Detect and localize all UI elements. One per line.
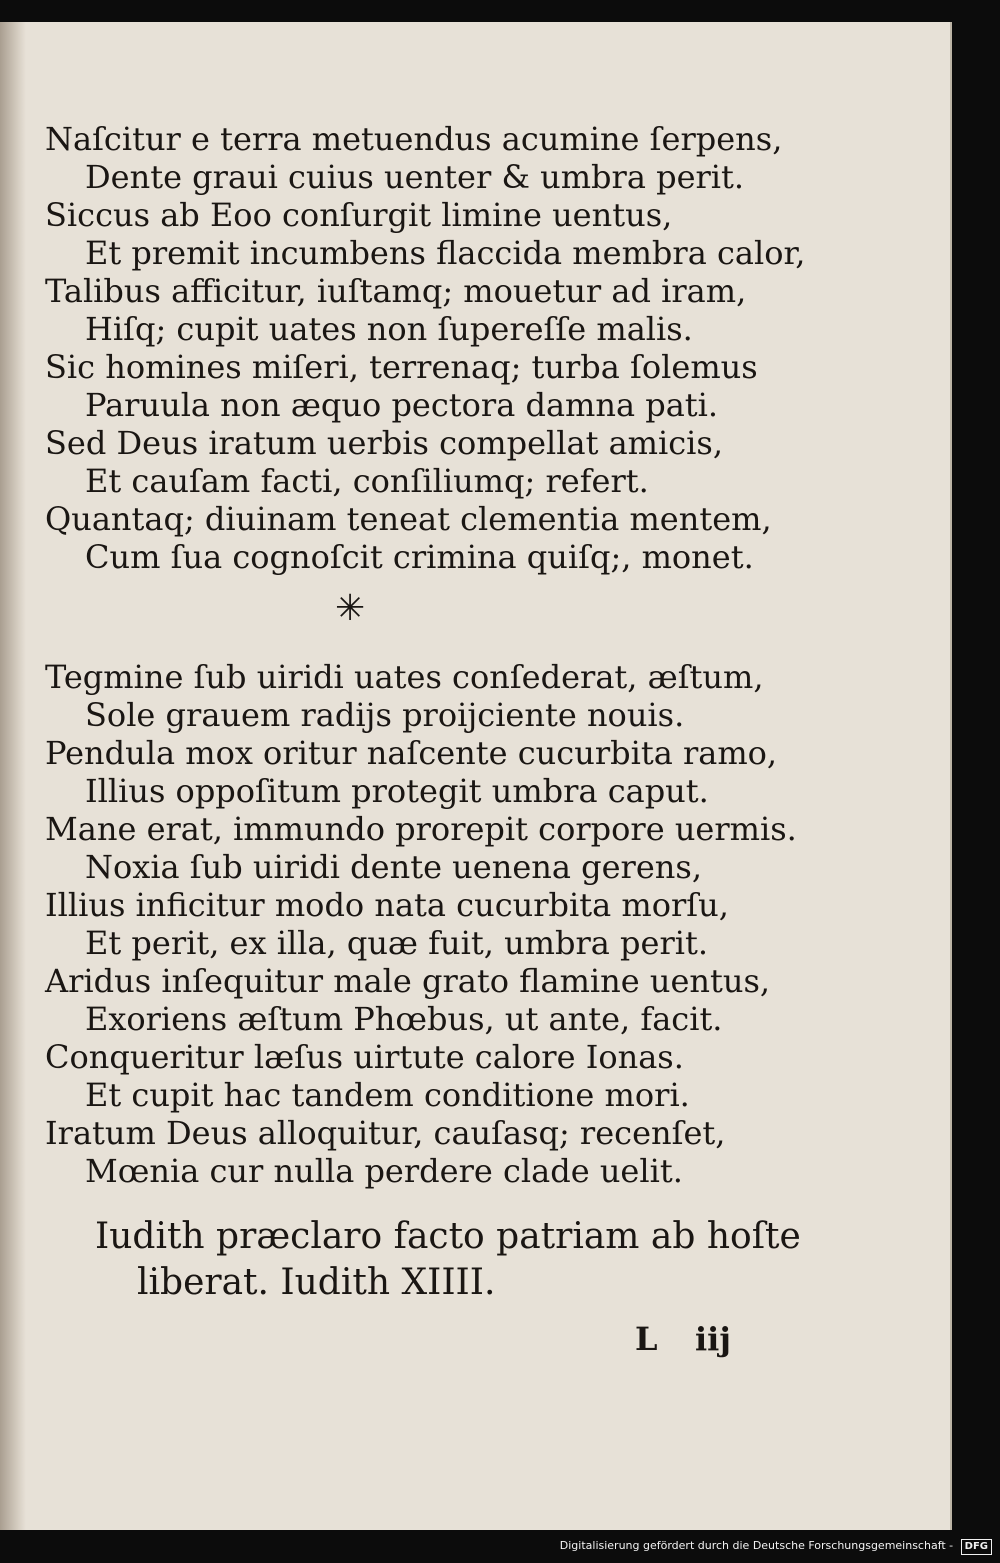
poem-line: Sed Deus iratum uerbis compellat amicis, [45, 424, 723, 462]
poem-line: Et perit, ex illa, quæ fuit, umbra perit. [85, 924, 709, 962]
poem-line: Et premit incumbens flaccida membra calor, [85, 234, 806, 272]
section-heading-line: liberat. Iudith XIIII. [137, 1262, 496, 1303]
book-page [0, 22, 952, 1530]
section-separator-asterisk: ✳ [335, 588, 366, 629]
poem-line: Talibus afficitur, iuſtamq; mouetur ad iram, [45, 272, 747, 310]
poem-line: Exoriens æſtum Phœbus, ut ante, facit. [85, 1000, 723, 1038]
poem-line: Quantaq; diuinam teneat clementia mentem, [45, 500, 772, 538]
digitization-credit-text: Digitalisierung gefördert durch die Deutsche Forschungsgemeinschaft - [559, 1539, 954, 1552]
poem-line: Paruula non æquo pectora damna pati. [85, 386, 719, 424]
poem-line: Siccus ab Eoo conſurgit limine uentus, [45, 196, 673, 234]
poem-line: Noxia ſub uiridi dente uenena gerens, [85, 848, 702, 886]
poem-line: Iratum Deus alloquitur, cauſasq; recenſet, [45, 1114, 726, 1152]
poem-line: Naſcitur e terra metuendus acumine ſerpens, [45, 120, 783, 158]
poem-line: Et cupit hac tandem conditione mori. [85, 1076, 690, 1114]
poem-line: Dente graui cuius uenter & umbra perit. [85, 158, 745, 196]
poem-line: Aridus inſequitur male grato flamine uentus, [45, 962, 771, 1000]
section-heading-line: Iudith præclaro facto patriam ab hoſte [95, 1216, 801, 1257]
poem-line: Sic homines miſeri, terrenaq; turba ſolemus [45, 348, 758, 386]
poem-line: Cum ſua cognoſcit crimina quiſq;, monet. [85, 538, 754, 576]
poem-line: Illius inficitur modo nata cucurbita morſu, [45, 886, 729, 924]
signature-number: iij [695, 1320, 731, 1358]
poem-line: Conqueritur læſus uirtute calore Ionas. [45, 1038, 684, 1076]
digitization-credit [560, 1539, 992, 1555]
dfg-logo: DFG [961, 1539, 992, 1555]
poem-line: Hiſq; cupit uates non ſupereſſe malis. [85, 310, 693, 348]
poem-line: Illius oppoſitum protegit umbra caput. [85, 772, 709, 810]
page-gutter-shadow [0, 22, 26, 1530]
poem-line: Tegmine ſub uiridi uates conſederat, æſtum, [45, 658, 764, 696]
poem-line: Mœnia cur nulla perdere clade uelit. [85, 1152, 683, 1190]
poem-line: Et cauſam facti, conſiliumq; refert. [85, 462, 649, 500]
poem-line: Pendula mox oritur naſcente cucurbita ramo, [45, 734, 778, 772]
poem-line: Sole grauem radijs proijciente nouis. [85, 696, 685, 734]
signature-letter: L [635, 1320, 658, 1358]
poem-line: Mane erat, immundo prorepit corpore uermis. [45, 810, 797, 848]
